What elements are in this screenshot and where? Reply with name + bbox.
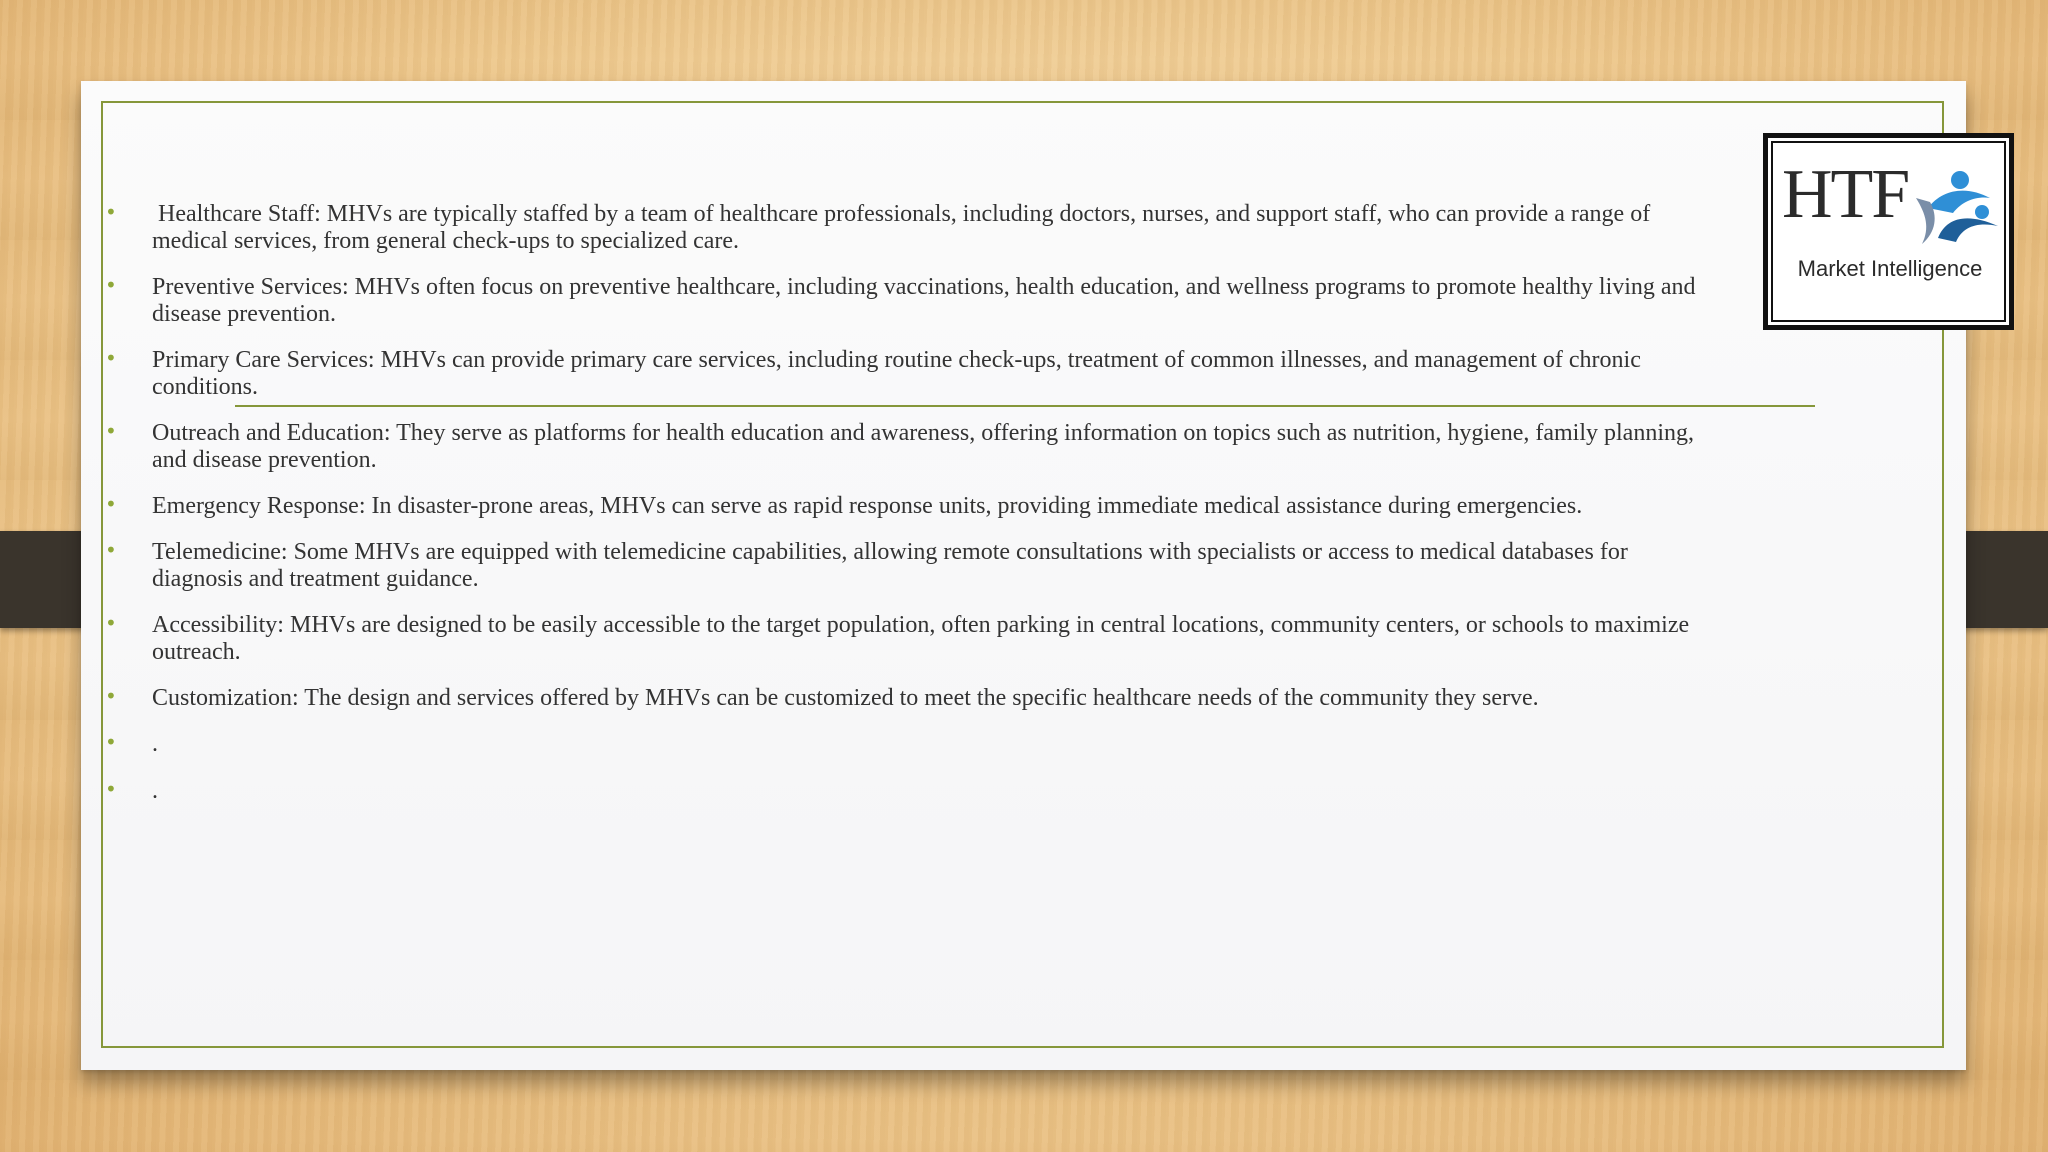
bullet-item bbox=[100, 685, 1700, 712]
bullet-marker-icon: • bbox=[105, 273, 117, 297]
bullet-item bbox=[100, 731, 1700, 758]
bullet-text: Telemedicine: Some MHVs are equipped with telemedicine capabilities, allowing remote consultations with specialists or access to medical databases for diagnosis and treatment guidance. bbox=[152, 539, 1628, 592]
bullet-marker-icon: • bbox=[105, 777, 117, 801]
bullet-text: Accessibility: MHVs are designed to be easily accessible to the target population, often parking in central locations, community centers, or schools to maximize outreach. bbox=[152, 612, 1690, 665]
bullet-text: . bbox=[152, 731, 158, 757]
htf-logo bbox=[1763, 133, 2014, 330]
bullet-text: Healthcare Staff: MHVs are typically staffed by a team of healthcare professionals, including doctors, nurses, and support staff, who can provide a range of medical services, from general check-ups to specialized care. bbox=[152, 201, 1657, 254]
bullet-item bbox=[100, 493, 1700, 520]
bullet-item bbox=[100, 420, 1700, 474]
bullet-item bbox=[100, 201, 1700, 255]
bullet-marker-icon: • bbox=[105, 346, 117, 370]
bullet-text: Primary Care Services: MHVs can provide primary care services, including routine check-ups, treatment of common illnesses, and management of chronic conditions. bbox=[152, 347, 1641, 400]
bullet-item bbox=[100, 539, 1700, 593]
logo-mark: HTF bbox=[1782, 156, 1909, 233]
logo-figure-icon bbox=[1908, 168, 2003, 248]
bullet-text: Customization: The design and services offered by MHVs can be customized to meet the specific healthcare needs of the community they serve. bbox=[152, 685, 1539, 711]
bullet-item bbox=[100, 274, 1700, 328]
bullet-marker-icon: • bbox=[105, 419, 117, 443]
bullet-marker-icon: • bbox=[105, 492, 117, 516]
bullet-text: Preventive Services: MHVs often focus on preventive healthcare, including vaccinations, health education, and wellness programs to promote healthy living and disease prevention. bbox=[152, 274, 1696, 327]
bullet-marker-icon: • bbox=[105, 730, 117, 754]
bullet-text: Outreach and Education: They serve as platforms for health education and awareness, offering information on topics such as nutrition, hygiene, family planning, and disease prevention. bbox=[152, 420, 1694, 473]
bullet-marker-icon: • bbox=[105, 538, 117, 562]
bullet-item bbox=[100, 778, 1700, 805]
bullet-list bbox=[100, 201, 1700, 825]
bullet-marker-icon: • bbox=[105, 200, 117, 224]
bullet-marker-icon: • bbox=[105, 611, 117, 635]
logo-caption: Market Intelligence bbox=[1797, 256, 1983, 281]
bullet-item bbox=[100, 347, 1700, 401]
bullet-marker-icon: • bbox=[105, 684, 117, 708]
bullet-text: Emergency Response: In disaster-prone areas, MHVs can serve as rapid response units, providing immediate medical assistance during emergencies. bbox=[152, 493, 1583, 519]
bullet-item bbox=[100, 612, 1700, 666]
bullet-text: . bbox=[152, 778, 158, 804]
